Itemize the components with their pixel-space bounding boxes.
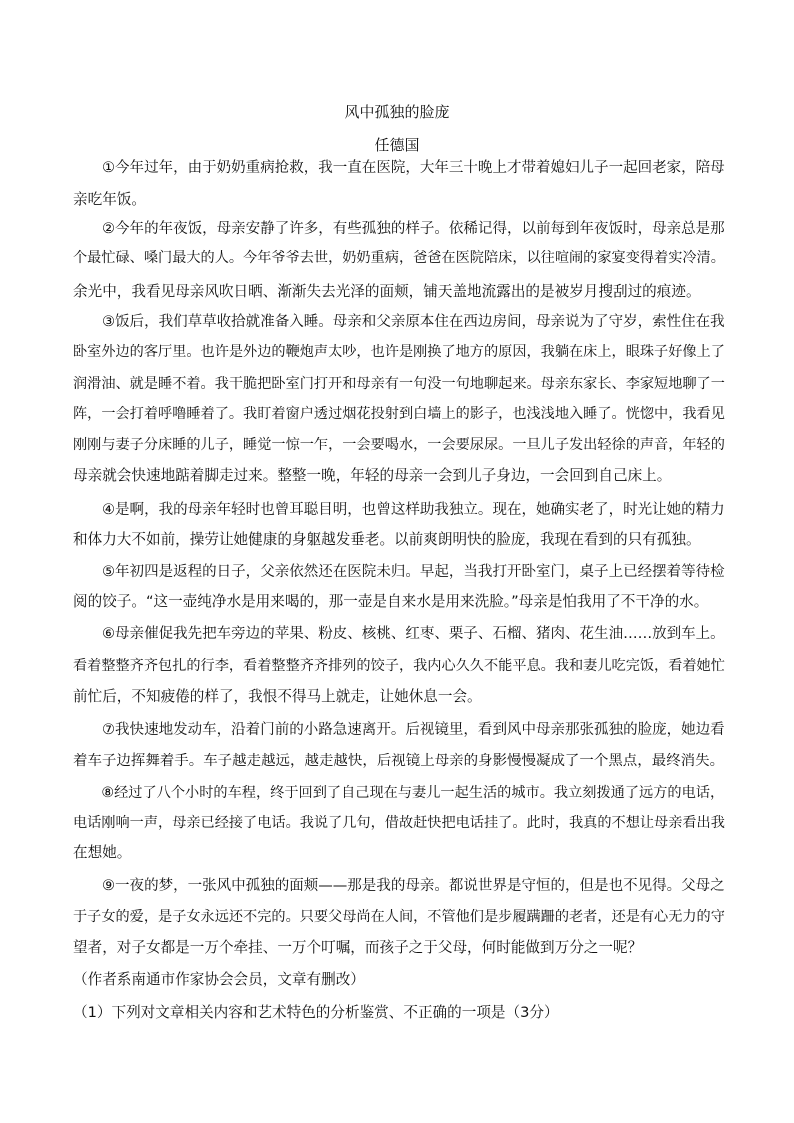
article-line: 于子女的爱，是子女永远还不完的。只要父母尚在人间，不管他们是步履蹒跚的老者，还是有心无力的守 xyxy=(73,909,725,925)
article-line: 阵，一会打着呼噜睡着了。我盯着窗户透过烟花投射到白墙上的影子，也浅浅地入睡了。恍惚中，我看见 xyxy=(73,406,725,422)
article-line: ①今年过年，由于奶奶重病抢救，我一直在医院，大年三十晚上才带着媳妇儿子一起回老家，陪母 xyxy=(73,160,725,176)
article-line: ⑨一夜的梦，一张风中孤独的面颊——那是我的母亲。都说世界是守恒的，但是也不见得。父母之 xyxy=(73,878,725,894)
article-line: 亲吃年饭。 xyxy=(73,191,146,208)
article-line: 着车子边挥舞着手。车子越走越远，越走越快，后视镜上母亲的身影慢慢凝成了一个黑点，最终消失。 xyxy=(73,753,725,769)
article-line: 在想她。 xyxy=(73,844,132,861)
article-line: 望者，对子女都是一万个牵挂、一万个叮嘱，而孩子之于父母，何时能做到万分之一呢？ xyxy=(73,939,643,956)
article-line: ③饭后，我们草草收拾就准备入睡。母亲和父亲原本住在西边房间，母亲说为了守岁，索性住在我 xyxy=(73,314,725,330)
article-line: 余光中，我看见母亲风吹日晒、渐渐失去光泽的面颊，铺天盖地流露出的是被岁月搜刮过的痕迹。 xyxy=(73,283,701,300)
article-line: 卧室外边的客厅里。也许是外边的鞭炮声太吵，也许是刚换了地方的原因，我躺在床上，眼珠子好像上了 xyxy=(73,344,725,360)
article-line: ⑧经过了八个小时的车程，终于回到了自己现在与妻儿一起生活的城市。我立刻拨通了远方的电话， xyxy=(73,785,725,801)
article-line: ⑥母亲催促我先把车旁边的苹果、粉皮、核桃、红枣、栗子、石榴、猪肉、花生油……放到车上。 xyxy=(73,626,725,642)
article-author: 任德国 xyxy=(374,136,420,154)
article-title: 风中孤独的脸庞 xyxy=(344,103,450,121)
article-line: ⑤年初四是返程的日子，父亲依然还在医院未归。早起，当我打开卧室门，桌子上已经摆着等待检 xyxy=(73,564,725,580)
article-line: 和体力大不如前，操劳让她健康的身躯越发垂老。以前爽朗明快的脸庞，我现在看到的只有孤独。 xyxy=(73,531,701,548)
article-line: ⑦我快速地发动车，沿着门前的小路急速离开。后视镜里，看到风中母亲那张孤独的脸庞，她边看 xyxy=(73,722,725,738)
article-line: ④是啊，我的母亲年轻时也曾耳聪目明，也曾这样助我独立。现在，她确实老了，时光让她的精力 xyxy=(73,502,725,518)
article-line: （作者系南通市作家协会会员，文章有删改） xyxy=(73,971,365,988)
article-line: 前忙后，不知疲倦的样了，我恨不得马上就走，让她休息一会。 xyxy=(73,688,482,705)
article-line: 看着整整齐齐包扎的行李，看着整整齐齐排列的饺子，我内心久久不能平息。我和妻儿吃完饭，看着她忙 xyxy=(73,658,725,674)
article-line: （1）下列对文章相关内容和艺术特色的分析鉴赏、不正确的一项是（3分） xyxy=(73,1004,559,1021)
article-line: 个最忙碌、嗓门最大的人。今年爷爷去世，奶奶重病，爸爸在医院陪床，以往喧闹的家宴变得着实冷清。 xyxy=(73,250,725,266)
article-line: 阅的饺子。“这一壶纯净水是用来喝的，那一壶是自来水是用来洗脸。”母亲是怕我用了不干净的水。 xyxy=(73,593,709,610)
article-line: 电话刚响一声，母亲已经接了电话。我说了几句，借故赶快把电话挂了。此时，我真的不想让母亲看出我 xyxy=(73,815,725,831)
article-line: 润滑油、就是睡不着。我干脆把卧室门打开和母亲有一句没一句地聊起来。母亲东家长、李家短地聊了一 xyxy=(73,376,725,392)
article-line: 母亲就会快速地踮着脚走过来。整整一晚，年轻的母亲一会到儿子身边，一会回到自己床上。 xyxy=(73,467,672,484)
article-line: ②今年的年夜饭，母亲安静了许多，有些孤独的样子。依稀记得，以前每到年夜饭时，母亲总是那 xyxy=(73,221,725,237)
article-line: 刚刚与妻子分床睡的儿子，睡觉一惊一乍，一会要喝水，一会要尿尿。一旦儿子发出轻徐的声音，年轻的 xyxy=(73,437,725,453)
